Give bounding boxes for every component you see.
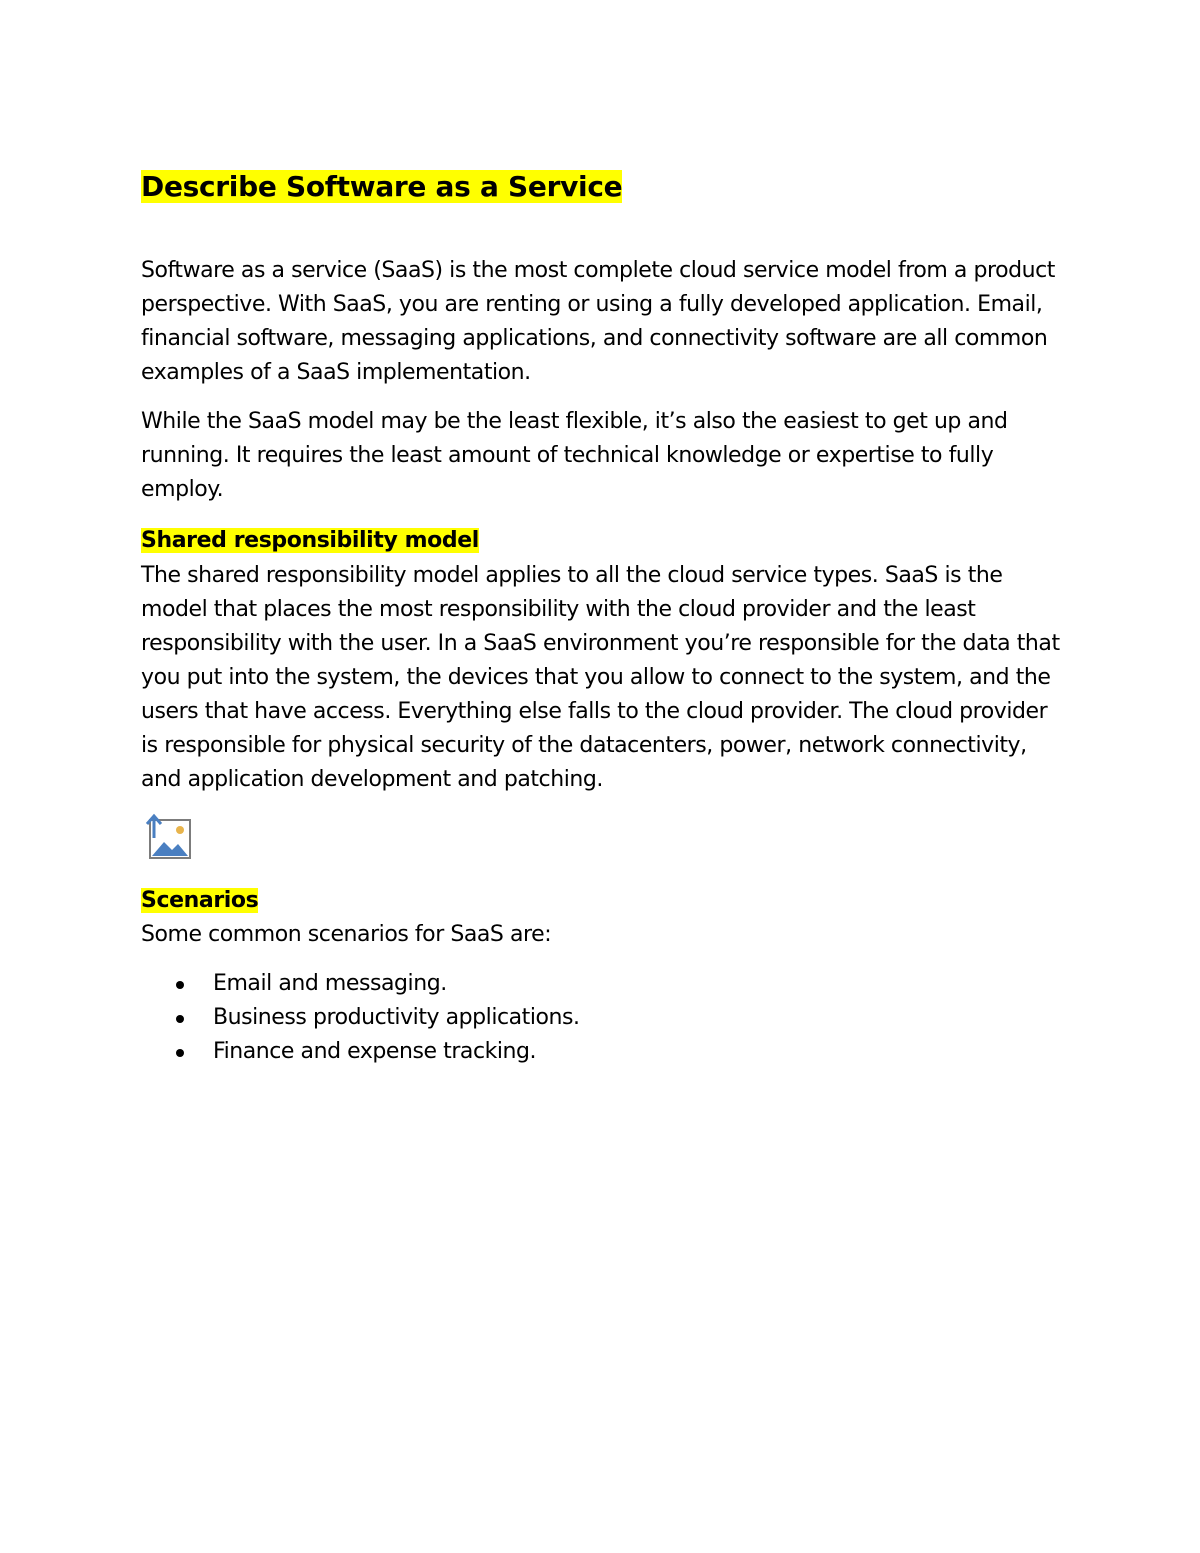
second-paragraph: While the SaaS model may be the least flexible, it’s also the easiest to get up and running. It requires the least amount of technical knowledge or expertise to fully employ. <box>141 409 1008 502</box>
image-upload-icon[interactable] <box>142 812 194 864</box>
list-item <box>141 1001 580 1035</box>
image-placeholder-icon <box>142 812 194 864</box>
scenarios-heading-text: Scenarios <box>141 888 259 913</box>
scenarios-intro: Some common scenarios for SaaS are: <box>141 922 552 947</box>
document-title <box>141 163 622 211</box>
list-item-text: Email and messaging. <box>213 971 447 996</box>
scenarios-list <box>141 967 580 1069</box>
bullet-icon <box>176 1015 184 1023</box>
shared-responsibility-heading <box>141 524 479 558</box>
bullet-icon <box>176 981 184 989</box>
intro-paragraph: Software as a service (SaaS) is the most complete cloud service model from a product perspective. With SaaS, you are renting or using a fully developed application. Email, financial software, messaging applications, and connectivity software are all common examples of a SaaS implementation. <box>141 258 1055 385</box>
shared-responsibility-paragraph: The shared responsibility model applies to all the cloud service types. SaaS is the model that places the most responsibility with the cloud provider and the least responsibility with the user. In a SaaS environment you’re responsible for the data that you put into the system, the devices that you allow to connect to the system, and the users that have access. Everything else falls to the cloud provider. The cloud provider is responsible for physical security of the datacenters, power, network connectivity, and application development and patching. <box>141 563 1060 792</box>
list-item-text: Finance and expense tracking. <box>213 1039 537 1064</box>
list-item <box>141 1035 580 1069</box>
list-item-text: Business productivity applications. <box>213 1005 580 1030</box>
bullet-icon <box>176 1049 184 1057</box>
shared-responsibility-heading-text: Shared responsibility model <box>141 528 479 553</box>
list-item <box>141 967 580 1001</box>
title-highlight: Describe Software as a Service <box>141 170 623 203</box>
scenarios-heading <box>141 884 258 918</box>
